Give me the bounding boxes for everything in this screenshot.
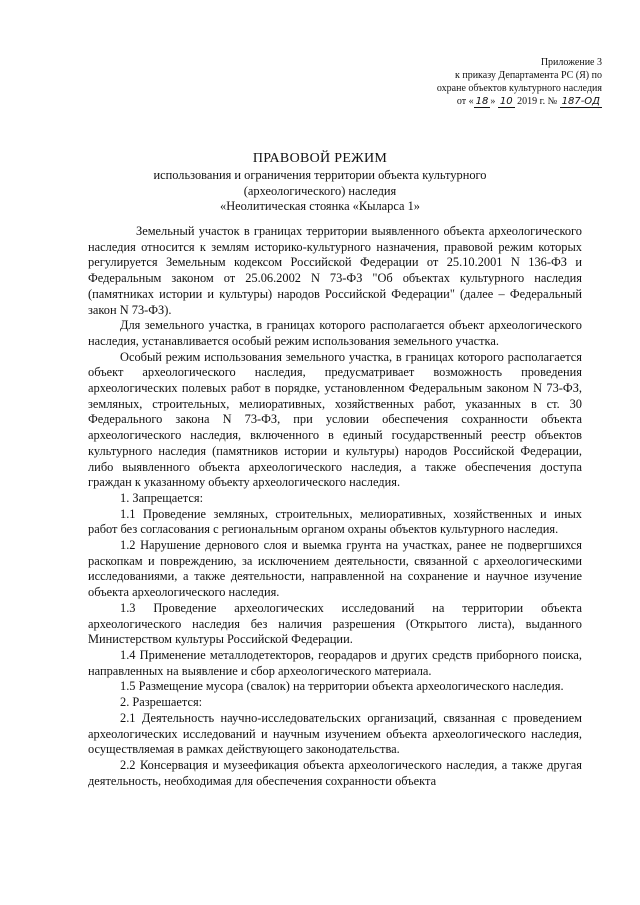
paragraph-regime-details: Особый режим использования земельного участка, в границах которого располагается объект археологического наследия, предусматривает возможность проведения археологических полевых работ в порядке, установленном Федеральным законом N 73-ФЗ, земляных, строительных, мелиоративных, хозяйственных работ, указанных в ст. 30 Федерального закона N 73-ФЗ, при условии обеспечения сохранности объекта археологического наследия, включенного в единый государственный реестр объектов культурного наследия (памятников истории и культуры) народов Российской Федерации, либо выявленного объекта археологического наследия, а также обеспечения доступа граждан к указанному объекту археологического наследия. — [88, 349, 582, 490]
annex-order-line: к приказу Департамента РС (Я) по — [454, 70, 602, 81]
item-1-3: 1.3 Проведение археологических исследований на территории объекта археологического наследия без наличия разрешения (Открытого листа), выданного Министерством культуры Российской Федерации. — [88, 600, 582, 647]
item-2-2: 2.2 Консервация и музеефикация объекта археологического наследия, а также другая деятельность, необходимая для обеспечения сохранности объекта — [88, 757, 582, 788]
date-month-handwritten: 10 — [499, 96, 513, 107]
date-day-handwritten: 18 — [475, 96, 489, 107]
document-title: ПРАВОВОЙ РЕЖИМ — [252, 151, 388, 166]
subtitle-line-1: использования и ограничения территории объекта культурного — [153, 168, 487, 182]
title-block — [80, 150, 560, 215]
annex-title: Приложение 3 — [540, 57, 602, 68]
annex-date-line — [362, 95, 602, 108]
order-number-handwritten: 187-ОД — [561, 96, 600, 107]
item-1-2: 1.2 Нарушение дернового слоя и выемка грунта на участках, ранее не подвергшихся раскопкам и повреждению, за исключением деятельности, связанной с археологическими исследованиями, а также деятельности, направленной на сохранение и научное изучение объекта археологического наследия. — [88, 538, 582, 600]
document-body — [88, 224, 582, 789]
paragraph-land-plot: Земельный участок в границах территории выявленного объекта археологического наследия относится к землям историко-культурного назначения, правовой режим которых регулируется Земельным кодексом Российской Федерации от 25.10.2001 N 136-ФЗ и Федеральным законом от 25.06.2002 N 73-ФЗ "Об объектах культурного наследия (памятниках истории и культуры) народов Российской Федерации" (далее – Федеральный закон N 73-ФЗ). — [88, 224, 582, 317]
item-2-1: 2.1 Деятельность научно-исследовательских организаций, связанная с проведением археологических исследований и научным изучением объекта археологического наследия, осуществляемая в рамках действующего законодательства. — [88, 710, 582, 757]
section-prohibited-heading: 1. Запрещается: — [120, 490, 204, 505]
paragraph-special-regime: Для земельного участка, в границах которого располагается объект археологического наследия, устанавливается особый режим использования земельного участка. — [88, 318, 582, 348]
item-1-4: 1.4 Применение металлодетекторов, георадаров и других средств приборного поиска, направленных на выявление и сбор археологического материала. — [88, 647, 582, 678]
item-1-1: 1.1 Проведение земляных, строительных, мелиоративных, хозяйственных и иных работ без согласования с региональным органом охраны объектов культурного наследия. — [88, 506, 582, 537]
annex-department-line: охране объектов культурного наследия — [436, 83, 602, 94]
date-mid: » — [490, 96, 496, 107]
subtitle-line-2: (археологического) наследия — [243, 183, 397, 198]
item-1-5: 1.5 Размещение мусора (свалок) на территории объекта археологического наследия. — [120, 679, 564, 694]
date-prefix: от « — [456, 96, 474, 107]
date-year: 2019 г. № — [517, 96, 558, 107]
subtitle-line-3: «Неолитическая стоянка «Кыларса 1» — [220, 199, 420, 214]
section-allowed-heading: 2. Разрешается: — [120, 695, 203, 710]
annex-header — [362, 56, 602, 108]
